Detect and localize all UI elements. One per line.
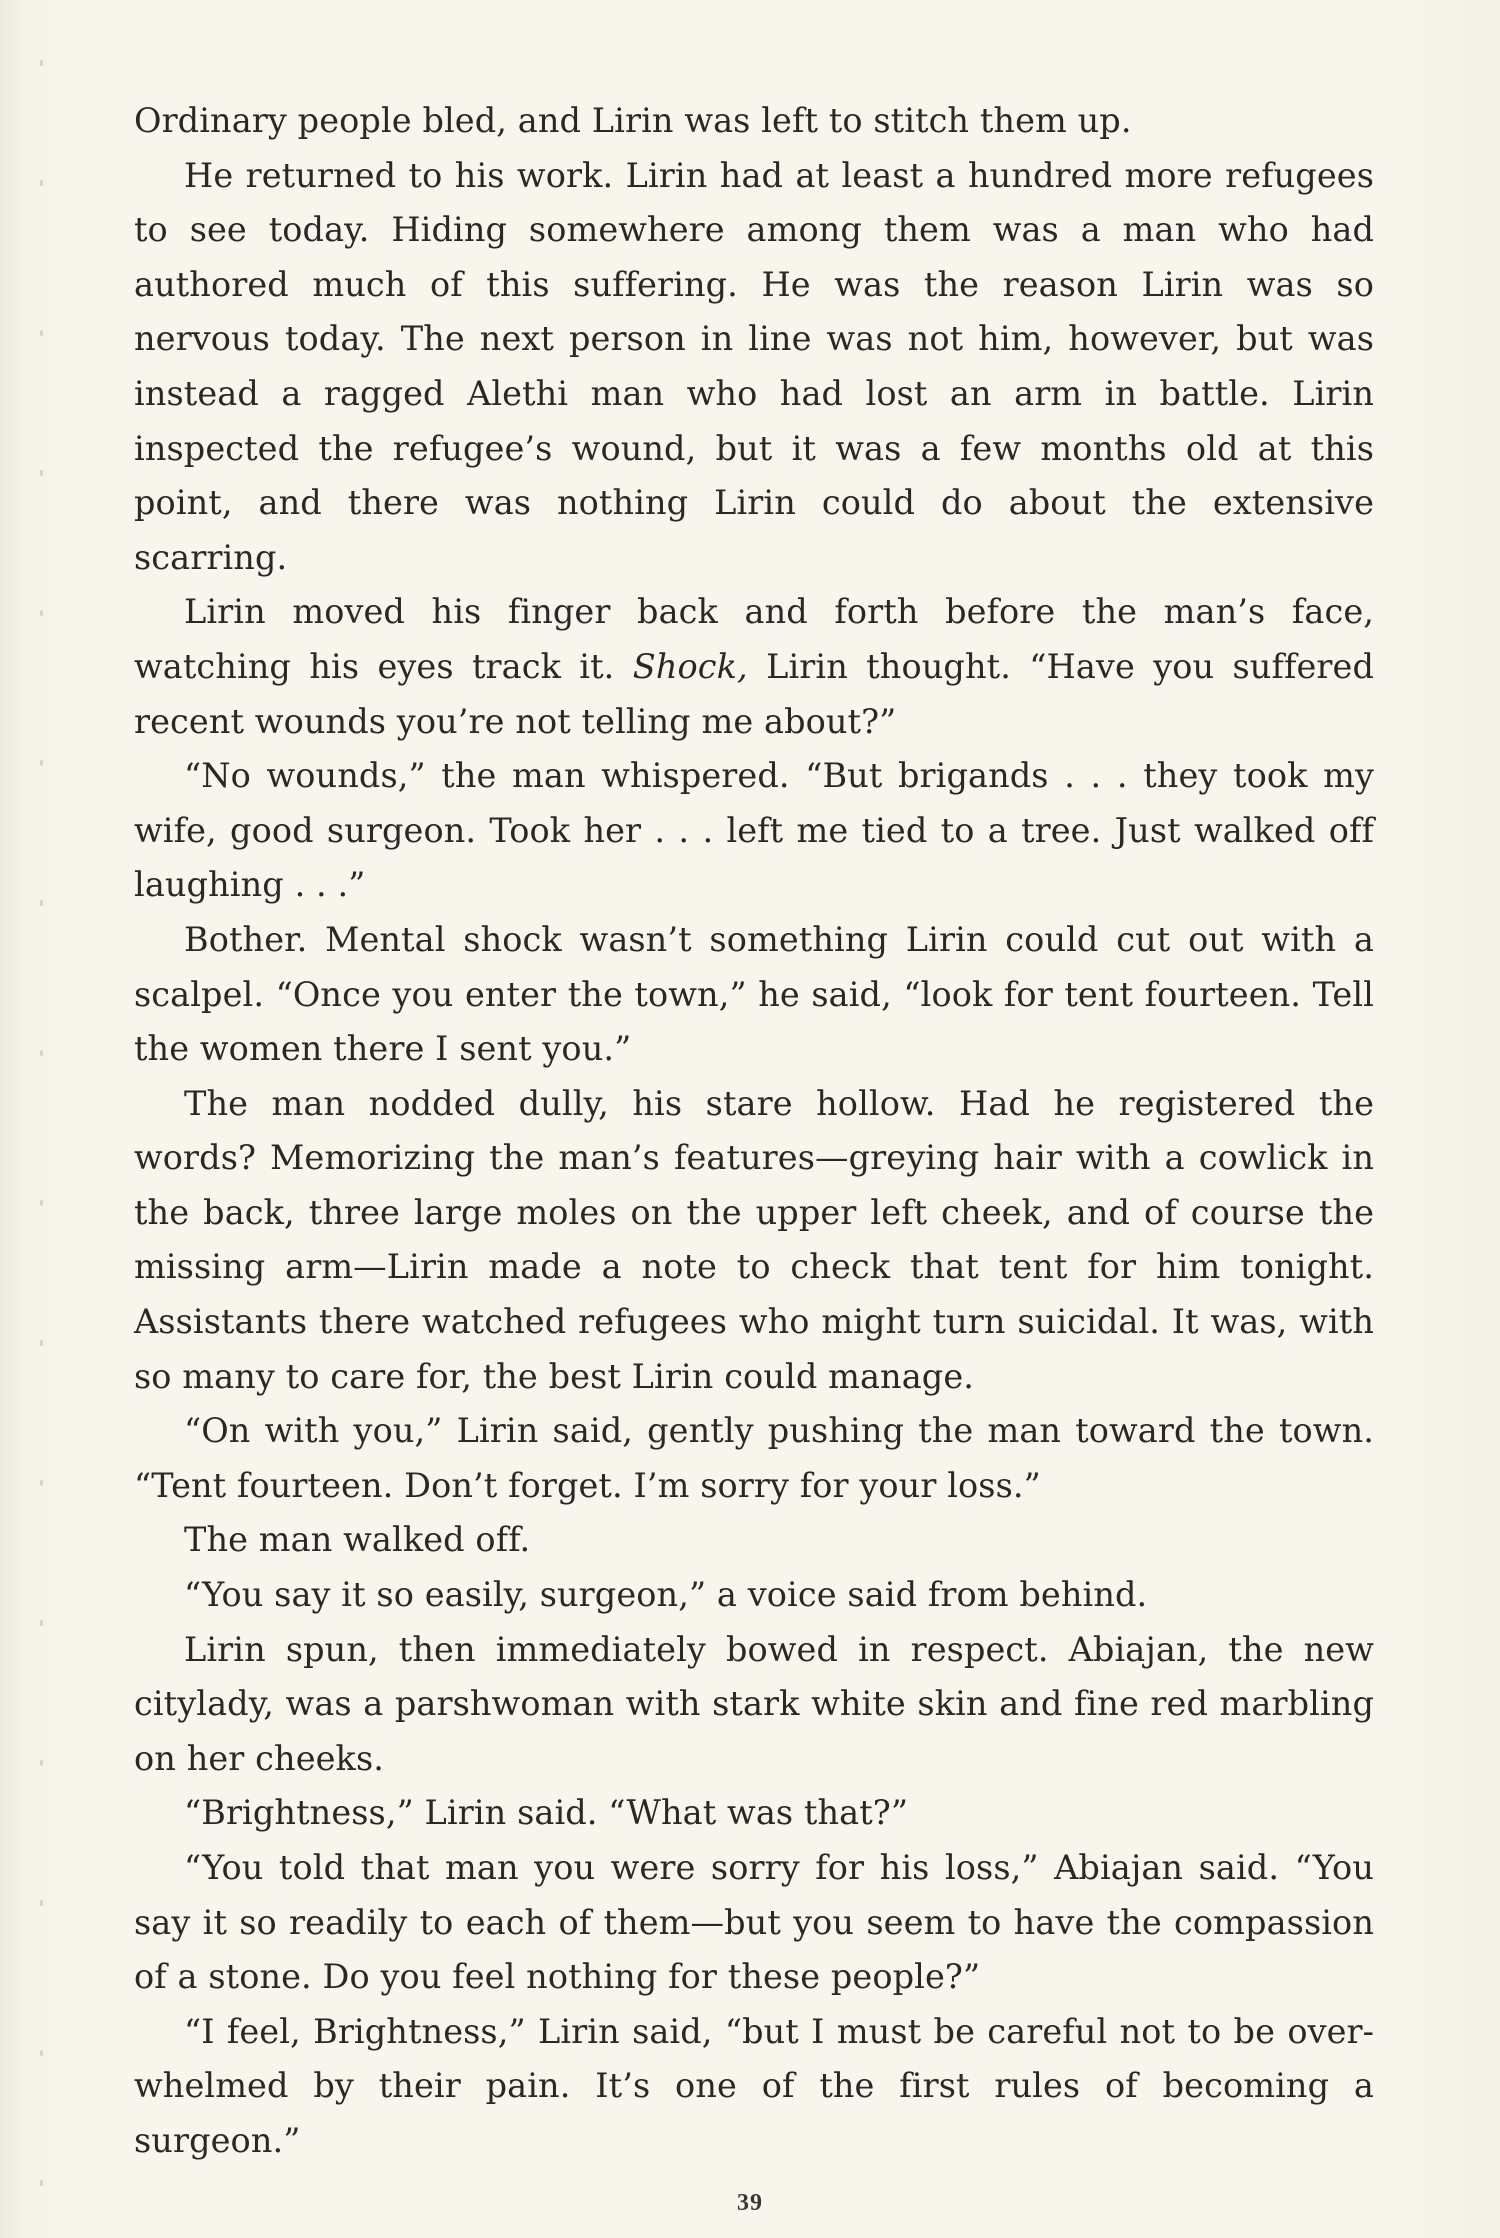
paragraph-12: “You told that man you were sorry for his loss,” Abiajan said. “You say it so readily to each of them—but you seem to have the compassion of a stone. Do you feel nothing for these people?” [134, 1848, 1374, 1997]
paragraph-5: Bother. Mental shock wasn’t something Lirin could cut out with a scalpel. “Once you enter the town,” he said, “look for tent fourteen. Tell the women there I sent you.” [134, 919, 1374, 1069]
binding-dot [40, 610, 43, 616]
paragraph-6: The man nodded dully, his stare hollow. Had he registered the words? Memorizing the man’s features—greying hair with a cowlick in the back, three large moles on the upper left cheek, and of course the missing arm—Lirin made a note to check that tent for him tonight. Assistants there watched refugees who might turn suicidal. It was, with so many to care for, the best Lirin could manage. [134, 1083, 1374, 1396]
paragraph-2: He returned to his work. Lirin had at least a hundred more refugees to see today. Hiding somewhere among them was a man who had authored much of this suffering. He was the reason Lirin was so nervous today. The next person in line was not him, however, but was instead a ragged Alethi man who had lost an arm in battle. Lirin inspected the refugee’s wound, but it was a few months old at this point, and there was nothing Lirin could do about the extensive scarring. [134, 155, 1374, 577]
paragraph-10: Lirin spun, then immediately bowed in respect. Abiajan, the new citylady, was a parshwoman with stark white skin and fine red marbling on her cheeks. [134, 1629, 1374, 1778]
binding-dot [40, 2180, 43, 2186]
binding-dot [40, 470, 43, 476]
paragraph-8: The man walked off. [184, 1520, 531, 1560]
paragraph-9: “You say it so easily, surgeon,” a voice said from behind. [184, 1575, 1148, 1615]
paragraph-3-after: Lirin thought. “Have you suffered recent wounds you’re not telling me about?” [134, 646, 1374, 741]
binding-dot [40, 1620, 43, 1626]
binding-dot [40, 60, 43, 66]
binding-dot [40, 1050, 43, 1056]
paragraph-13: “I feel, Brightness,” Lirin said, “but I must be careful not to be overwhelmed by their pain. It’s one of the first rules of becoming a surgeon.” [134, 2011, 1374, 2160]
paragraph-3-before: Lirin moved his finger back and forth before the man’s face, watching his eyes track it. [134, 592, 1374, 686]
binding-dot [40, 1900, 43, 1906]
italic-shock: Shock, [632, 646, 748, 686]
binding-dot [40, 180, 43, 186]
binding-dot [40, 760, 43, 766]
binding-edge [40, 0, 48, 2238]
paragraph-3 [134, 585, 1374, 749]
binding-dot [40, 330, 43, 336]
paragraph-11: “Brightness,” Lirin said. “What was that?” [184, 1793, 909, 1833]
paragraph-4: “No wounds,” the man whispered. “But brigands . . . they took my wife, good surgeon. Took her . . . left me tied to a tree. Just walked off laughing . . .” [134, 756, 1374, 905]
paragraph-7: “On with you,” Lirin said, gently pushing the man toward the town. “Tent fourteen. Don’t forget. I’m sorry for your loss.” [134, 1411, 1374, 1505]
binding-dot [40, 1200, 43, 1206]
page-number: 39 [737, 2190, 763, 2216]
binding-dot [40, 1340, 43, 1346]
binding-dot [40, 2050, 43, 2056]
binding-dot [40, 1480, 43, 1486]
binding-dot [40, 1760, 43, 1766]
binding-dot [40, 900, 43, 906]
paragraph-1: Ordinary people bled, and Lirin was left to stitch them up. [134, 101, 1132, 140]
body-text [134, 94, 1374, 2169]
